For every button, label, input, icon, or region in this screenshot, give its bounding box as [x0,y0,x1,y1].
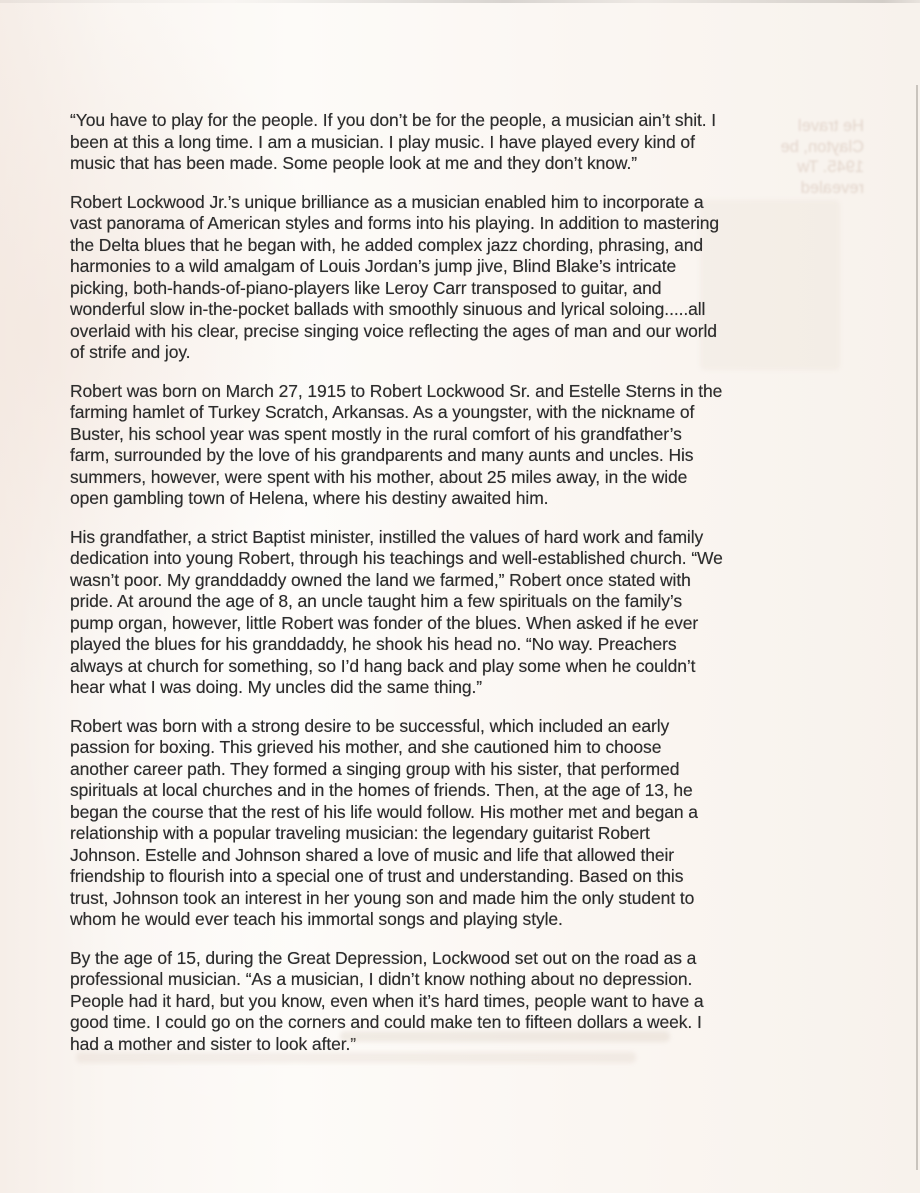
text-line: By the age of 15, during the Great Depression, Lockwood set out on the road as a [70,947,697,968]
text-line: passion for boxing. This grieved his mother, and she cautioned him to choose [70,737,662,757]
bleed-through-text: revealed [800,178,864,197]
text-line: summers, however, were spent with his mother, about 25 miles away, in the wide [70,466,688,487]
text-line: good time. I could go on the corners and could make ten to fifteen dollars a week. I [70,1012,702,1032]
text-line: His grandfather, a strict Baptist minister, instilled the values of hard work and family [70,526,704,547]
paragraph-1 [70,110,830,175]
text-line: People had it hard, but you know, even when it’s hard times, people want to have a [70,990,704,1011]
text-line: began the course that the rest of his life would follow. His mother met and began a [70,801,698,822]
bleed-through-text: Clayton, be [780,137,864,156]
text-line: harmonies to a wild amalgam of Louis Jordan’s jump jive, Blind Blake’s intricate [70,256,677,276]
text-line: relationship with a popular traveling musician: the legendary guitarist Robert [70,823,650,843]
text-line: spirituals at local churches and in the homes of friends. Then, at the age of 13, he [70,780,693,800]
text-line: farm, surrounded by the love of his grandparents and many aunts and uncles. His [70,445,694,465]
text-line: Johnson. Estelle and Johnson shared a love of music and life that allowed their [70,844,675,865]
text-line: overlaid with his clear, precise singing voice reflecting the ages of man and our world [70,320,717,341]
text-line: Robert Lockwood Jr.’s unique brilliance as a musician enabled him to incorporate a [70,191,704,212]
text-line: pride. At around the age of 8, an uncle taught him a few spirituals on the family’s [70,591,683,611]
text-line: friendship to flourish into a special one of trust and understanding. Based on this [70,866,684,886]
text-line: had a mother and sister to look after.” [70,1033,356,1054]
paragraph-5 [70,716,830,931]
text-line: hear what I was doing. My uncles did the same thing.” [70,677,483,697]
document-body [70,110,830,1055]
text-line: of strife and joy. [70,342,191,362]
text-line: always at church for something, so I’d hang back and play some when he couldn’t [70,655,696,676]
text-line: played the blues for his granddaddy, he shook his head no. “No way. Preachers [70,634,677,654]
bleed-through-text: 1945. Tw [797,158,864,176]
text-line: professional musician. “As a musician, I didn’t know nothing about no depression. [70,969,693,989]
text-line: the Delta blues that he began with, he added complex jazz chording, phrasing, and [70,234,704,255]
paragraph-4 [70,527,830,699]
text-line: music that has been made. Some people look at me and they don’t know.” [70,153,637,173]
text-line: vast panorama of American styles and forms into his playing. In addition to mastering [70,213,720,233]
scan-top-edge-shadow [0,0,920,3]
text-line: dedication into young Robert, through his teachings and well-established church. “We [70,548,723,568]
text-line: picking, both-hands-of-piano-players like Leroy Carr transposed to guitar, and [70,277,662,298]
paragraph-2 [70,192,830,364]
page-edge-line [916,85,918,1170]
paragraph-6 [70,948,830,1056]
text-line: pump organ, however, little Robert was fonder of the blues. When asked if he ever [70,612,699,633]
text-line: Robert was born on March 27, 1915 to Robert Lockwood Sr. and Estelle Sterns in the [70,380,723,401]
text-line: Robert was born with a strong desire to be successful, which included an early [70,715,670,736]
text-line: wonderful slow in-the-pocket ballads with smoothly sinuous and lyrical soloing.....all [70,299,706,319]
text-line: open gambling town of Helena, where his destiny awaited him. [70,488,549,508]
text-line: trust, Johnson took an interest in her young son and made him the only student to [70,887,695,908]
text-line: whom he would ever teach his immortal songs and playing style. [70,909,563,929]
text-line: Buster, his school year was spent mostly in the rural comfort of his grandfather’s [70,423,682,444]
text-line: another career path. They formed a singing group with his sister, that performed [70,758,680,779]
text-line: “You have to play for the people. If you don’t be for the people, a musician ain’t shit. I [70,110,717,130]
text-line: wasn’t poor. My granddaddy owned the land we farmed,” Robert once stated with [70,569,691,590]
text-line: farming hamlet of Turkey Scratch, Arkansas. As a youngster, with the nickname of [70,402,695,422]
text-line: been at this a long time. I am a musician. I play music. I have played every kind of [70,131,695,152]
paragraph-3 [70,381,830,510]
bleed-through-text: He travel [797,117,864,135]
